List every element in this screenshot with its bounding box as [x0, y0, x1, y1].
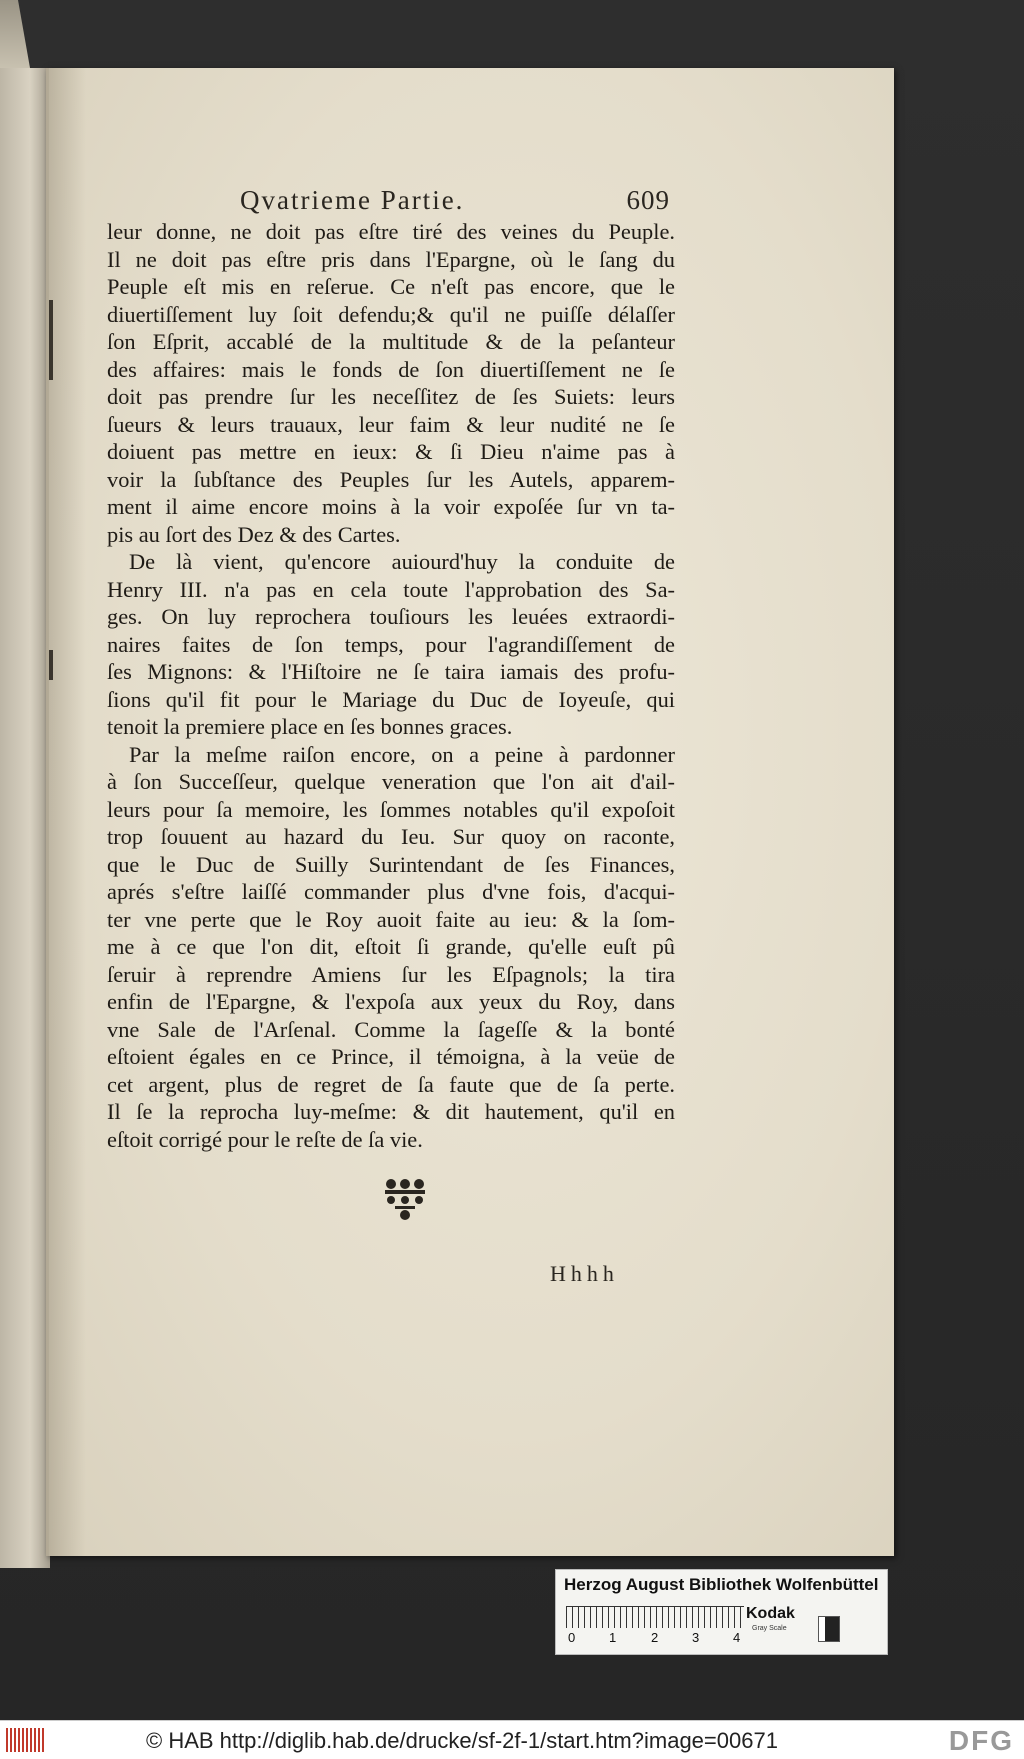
scale-number: 4 — [733, 1630, 741, 1645]
text-line: ſions qu'il fit pour le Mariage du Duc de Ioyeuſe, qui — [107, 686, 675, 712]
running-head-title: Qvatrieme Partie. — [240, 185, 465, 215]
footer-bar — [0, 1720, 1024, 1759]
text-line: ſeruir à reprendre Amiens ſur les Eſpagnols; la tira — [107, 961, 675, 987]
text-line: doiuent pas mettre en ieux: & ſi Dieu n'aime pas à — [107, 439, 675, 464]
text-line: De là vient, qu'encore auiourd'huy la conduite de — [129, 549, 675, 574]
text-line: ges. On luy reprochera touſiours les leuées extraordi- — [107, 604, 675, 629]
text-line: me à ce que l'on dit, eſtoit ſi grande, qu'elle euſt pû — [107, 934, 675, 959]
footer-credit-link[interactable]: © HAB http://diglib.hab.de/drucke/sf-2f-1/start.htm?image=00671 — [146, 1728, 778, 1753]
text-line: leurs pour ſa memoire, les ſommes notables qu'il expoſoit — [107, 796, 675, 822]
text-line: enfin de l'Epargne, & l'expoſa aux yeux du Roy, dans — [107, 989, 675, 1014]
gray-scale-label: Gray Scale — [752, 1625, 787, 1632]
text-line: cet argent, plus de regret de ſa faute que de ſa perte. — [107, 1071, 675, 1097]
body-text — [107, 218, 675, 1153]
color-calibration-card — [555, 1569, 888, 1655]
previous-page-edge — [0, 68, 50, 1568]
kodak-brand: Kodak — [746, 1605, 795, 1622]
text-line: Il ſe la reprocha luy-meſme: & dit hautement, qu'il en — [107, 1099, 675, 1124]
text-line: leur donne, ne doit pas eſtre tiré des veines du Peuple. — [107, 219, 675, 244]
text-line: ſueurs & leurs trauaux, leur faim & leur nudité ne ſe — [107, 411, 675, 437]
text-line: trop ſouuent au hazard du Ieu. Sur quoy on raconte, — [107, 824, 675, 849]
scale-number: 0 — [568, 1630, 576, 1645]
text-line: ſes Mignons: & l'Hiſtoire ne ſe taira iamais des profu- — [107, 659, 675, 684]
page-number: 609 — [626, 185, 670, 215]
hab-logo-icon — [6, 1728, 46, 1752]
text-line: diuertiſſement luy ſoit defendu;& qu'il ne puiſſe délaſſer — [107, 301, 675, 327]
text-line: naires faites de ſon temps, pour l'agrandiſſement de — [107, 631, 675, 657]
text-line: que le Duc de Suilly Surintendant de ſes Finances, — [107, 851, 675, 877]
text-line: Henry III. n'a pas en cela toute l'approbation des Sa- — [107, 576, 675, 602]
signature-mark: Hhhh — [550, 1261, 619, 1286]
text-line: doit pas prendre ſur les neceſſitez de ſes Suiets: leurs — [107, 384, 675, 409]
text-line: pis au ſort des Dez & des Cartes. — [107, 521, 401, 547]
text-line: des affaires: mais le fonds de ſon diuertiſſement ne ſe — [107, 356, 675, 382]
scale-number: 2 — [651, 1630, 659, 1645]
running-header — [240, 185, 670, 219]
margin-mark — [49, 300, 53, 380]
text-line: ter vne perte que le Roy auoit faite au ieu: & la ſom- — [107, 906, 675, 932]
text-line: à ſon Succeſſeur, quelque veneration que l'on ait d'ail- — [107, 769, 675, 794]
text-line: Peuple eſt mis en reſerue. Ce n'eſt pas encore, que le — [107, 274, 675, 299]
scale-ruler — [566, 1606, 744, 1628]
text-line: ment il aime encore moins à la voir expoſée ſur vn ta- — [107, 494, 675, 519]
text-line: ſon Eſprit, accablé de la multitude & de la peſanteur — [107, 329, 675, 354]
text-line: vne Sale de l'Arſenal. Comme la ſageſſe & la bonté — [107, 1016, 675, 1042]
margin-mark — [49, 650, 53, 680]
text-line: eſtoit corrigé pour le reſte de ſa vie. — [107, 1126, 423, 1152]
scale-number: 1 — [609, 1630, 617, 1645]
text-line: tenoit la premiere place en ſes bonnes graces. — [107, 714, 513, 739]
printers-ornament-icon — [381, 1176, 429, 1222]
gray-patch — [818, 1616, 840, 1642]
institution-label: Herzog August Bibliothek Wolfenbüttel — [564, 1575, 879, 1594]
text-line: eſtoient égales en ce Prince, il témoigna, à la veüe de — [107, 1044, 675, 1069]
text-line: Par la meſme raiſon encore, on a peine à pardonner — [129, 741, 675, 767]
text-line: voir la ſubſtance des Peuples ſur les Autels, apparem- — [107, 466, 675, 492]
text-line: aprés s'eſtre laiſſé commander plus d'vne fois, d'acqui- — [107, 879, 675, 904]
text-line: Il ne doit pas eſtre pris dans l'Epargne, où le ſang du — [107, 246, 675, 272]
scale-number: 3 — [692, 1630, 700, 1645]
dfg-logo: DFG — [948, 1725, 1014, 1756]
